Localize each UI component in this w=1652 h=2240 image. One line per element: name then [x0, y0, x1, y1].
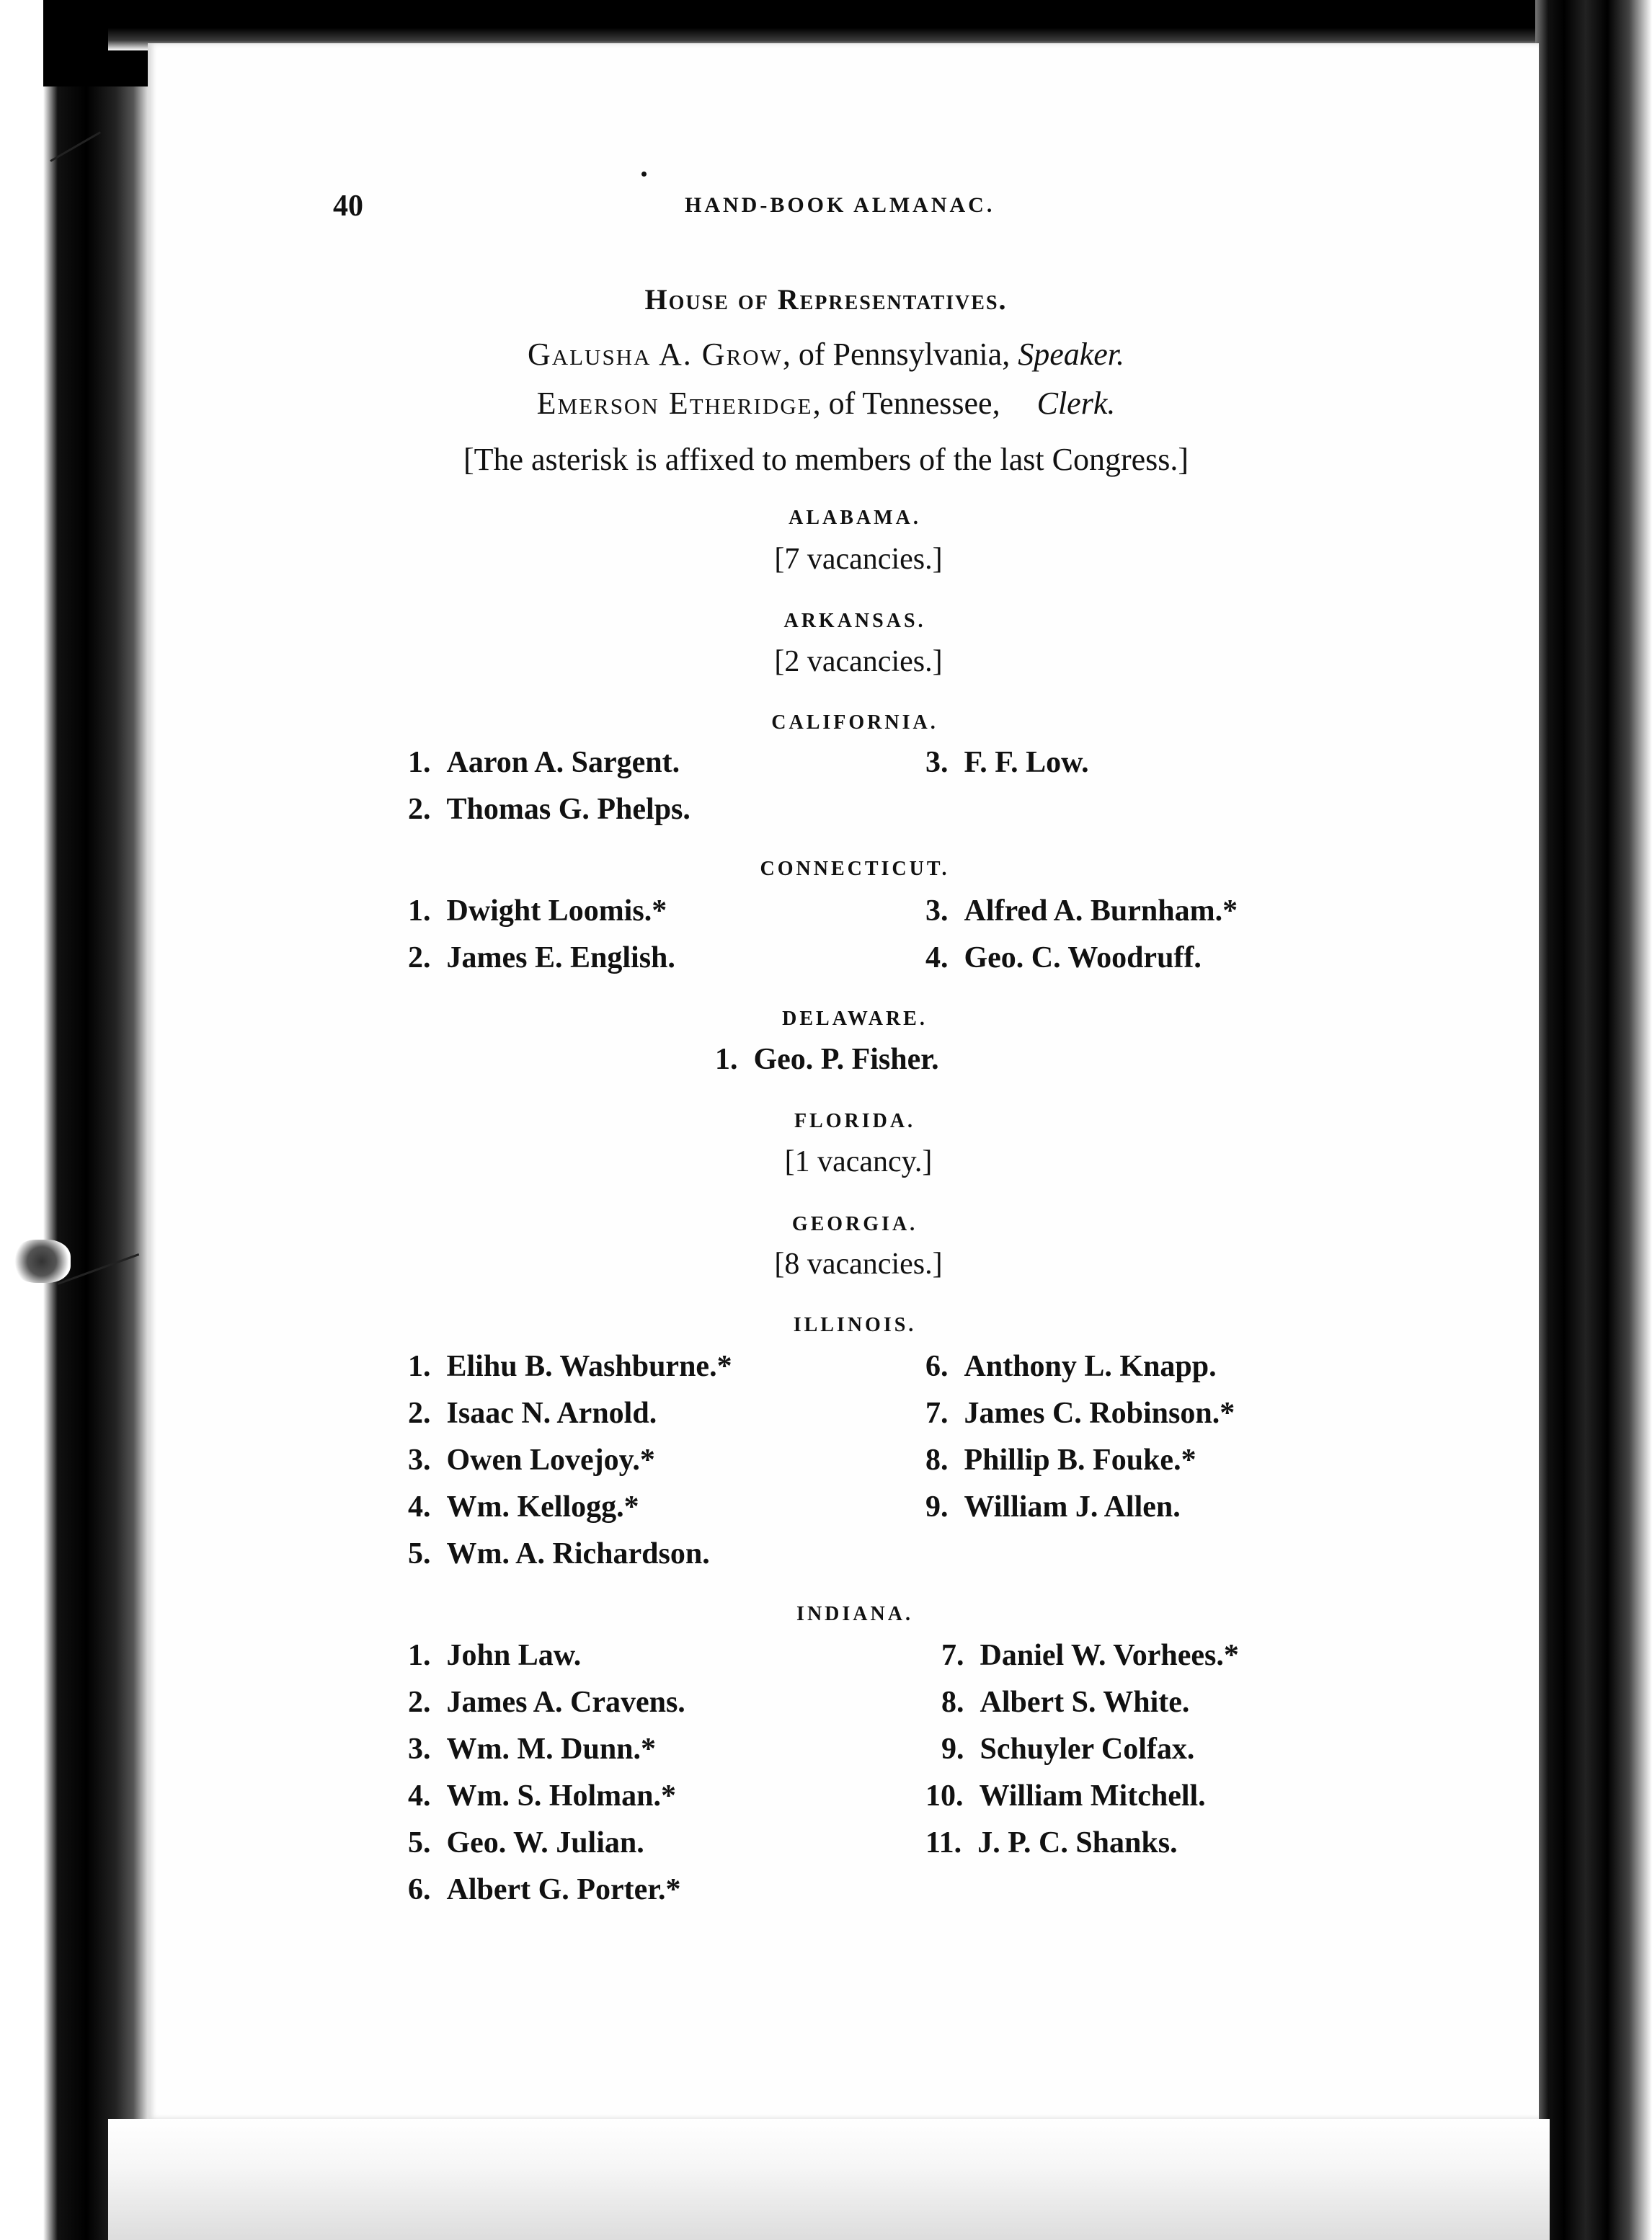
member-name: Schuyler Colfax.: [980, 1733, 1195, 1766]
member-name: Alfred A. Burnham.*: [964, 894, 1238, 928]
member-row: 3. Owen Lovejoy.*: [408, 1444, 655, 1477]
asterisk-note: [The asterisk is affixed to members of the last Congress.]: [463, 442, 1189, 477]
member-row: 5. Wm. A. Richardson.: [408, 1537, 710, 1570]
member-name: James E. English.: [446, 941, 675, 974]
member-name: John Law.: [446, 1639, 582, 1672]
member-row: 3. Wm. M. Dunn.*: [408, 1733, 657, 1766]
member-row: 6. Anthony L. Knapp.: [925, 1350, 1217, 1383]
member-name: Dwight Loomis.*: [446, 894, 667, 928]
member-row: 8. Phillip B. Fouke.*: [925, 1444, 1196, 1477]
member-name: James A. Cravens.: [446, 1686, 685, 1719]
member-row: 6. Albert G. Porter.*: [408, 1873, 681, 1906]
speaker-line: [0, 336, 1652, 373]
member-row: 3. F. F. Low.: [925, 746, 1089, 779]
member-row: 10. William Mitchell.: [925, 1779, 1206, 1813]
member-name: Geo. W. Julian.: [446, 1826, 644, 1859]
member-name: Albert G. Porter.*: [446, 1873, 681, 1906]
member-name: William Mitchell.: [979, 1779, 1206, 1813]
state-heading-connecticut: CONNECTICUT.: [760, 858, 950, 880]
state-heading-illinois: ILLINOIS.: [793, 1314, 917, 1336]
member-name: Isaac N. Arnold.: [446, 1397, 657, 1430]
running-title: HAND-BOOK ALMANAC.: [685, 193, 995, 217]
clerk-line: [0, 385, 1652, 422]
state-heading-alabama: ALABAMA.: [789, 507, 921, 529]
clerk-name: Emerson Etheridge: [536, 386, 813, 421]
member-row: 11. J. P. C. Shanks.: [925, 1826, 1178, 1859]
ink-dot: [641, 172, 647, 177]
member-row: 2. James E. English.: [408, 941, 675, 974]
member-row: 1. Elihu B. Washburne.*: [408, 1350, 732, 1383]
clerk-role: Clerk.: [1036, 386, 1116, 421]
member-row: 7. James C. Robinson.*: [925, 1397, 1235, 1430]
member-name: Geo. P. Fisher.: [753, 1043, 939, 1076]
section-title: House of Representatives.: [644, 283, 1008, 316]
member-row: 1. John Law.: [408, 1639, 582, 1672]
member-row: 9. Schuyler Colfax.: [941, 1733, 1195, 1766]
state-heading-california: CALIFORNIA.: [771, 711, 938, 734]
book-bottom-edge: [108, 2119, 1550, 2240]
member-row: 4. Wm. S. Holman.*: [408, 1779, 677, 1813]
member-name: J. P. C. Shanks.: [977, 1826, 1178, 1859]
member-name: Aaron A. Sargent.: [446, 746, 680, 779]
page-number: 40: [333, 190, 363, 223]
speaker-name: Galusha A. Grow: [527, 337, 783, 372]
member-row: 7. Daniel W. Vorhees.*: [941, 1639, 1239, 1672]
member-name: Thomas G. Phelps.: [446, 793, 690, 826]
member-name: William J. Allen.: [964, 1490, 1181, 1524]
member-name: Phillip B. Fouke.*: [964, 1444, 1196, 1477]
member-row: 2. Thomas G. Phelps.: [408, 793, 690, 826]
member-row: 2. Isaac N. Arnold.: [408, 1397, 657, 1430]
member-row: 1. Geo. P. Fisher.: [715, 1043, 939, 1076]
member-name: Anthony L. Knapp.: [964, 1350, 1217, 1383]
member-name: F. F. Low.: [964, 746, 1089, 779]
member-name: Elihu B. Washburne.*: [446, 1350, 732, 1383]
member-name: Wm. Kellogg.*: [446, 1490, 639, 1524]
speaker-state: , of Pennsylvania,: [782, 337, 1018, 372]
member-row: 5. Geo. W. Julian.: [408, 1826, 644, 1859]
member-row: 9. William J. Allen.: [925, 1490, 1181, 1524]
member-name: Wm. A. Richardson.: [446, 1537, 710, 1570]
member-name: Wm. S. Holman.*: [446, 1779, 677, 1813]
member-row: 2. James A. Cravens.: [408, 1686, 685, 1719]
member-name: Daniel W. Vorhees.*: [980, 1639, 1239, 1672]
member-name: Albert S. White.: [980, 1686, 1190, 1719]
speaker-role: Speaker.: [1018, 337, 1125, 372]
member-row: 3. Alfred A. Burnham.*: [925, 894, 1238, 928]
member-row: 1. Aaron A. Sargent.: [408, 746, 680, 779]
vacancy-note-georgia: [8 vacancies.]: [774, 1248, 943, 1281]
member-name: James C. Robinson.*: [964, 1397, 1235, 1430]
clerk-state: , of Tennessee,: [812, 386, 1008, 421]
state-heading-arkansas: ARKANSAS.: [783, 610, 926, 632]
member-row: 8. Albert S. White.: [941, 1686, 1190, 1719]
vacancy-note-florida: [1 vacancy.]: [784, 1145, 933, 1178]
member-row: 4. Wm. Kellogg.*: [408, 1490, 639, 1524]
member-row: 4. Geo. C. Woodruff.: [925, 941, 1202, 974]
member-name: Wm. M. Dunn.*: [446, 1733, 657, 1766]
state-heading-florida: FLORIDA.: [794, 1110, 916, 1132]
vacancy-note-arkansas: [2 vacancies.]: [774, 645, 943, 678]
state-heading-delaware: DELAWARE.: [782, 1008, 928, 1030]
vacancy-note-alabama: [7 vacancies.]: [774, 543, 943, 576]
member-name: Geo. C. Woodruff.: [964, 941, 1202, 974]
state-heading-georgia: GEORGIA.: [791, 1213, 918, 1235]
state-heading-indiana: INDIANA.: [796, 1603, 913, 1625]
member-name: Owen Lovejoy.*: [446, 1444, 655, 1477]
member-row: 1. Dwight Loomis.*: [408, 894, 667, 928]
